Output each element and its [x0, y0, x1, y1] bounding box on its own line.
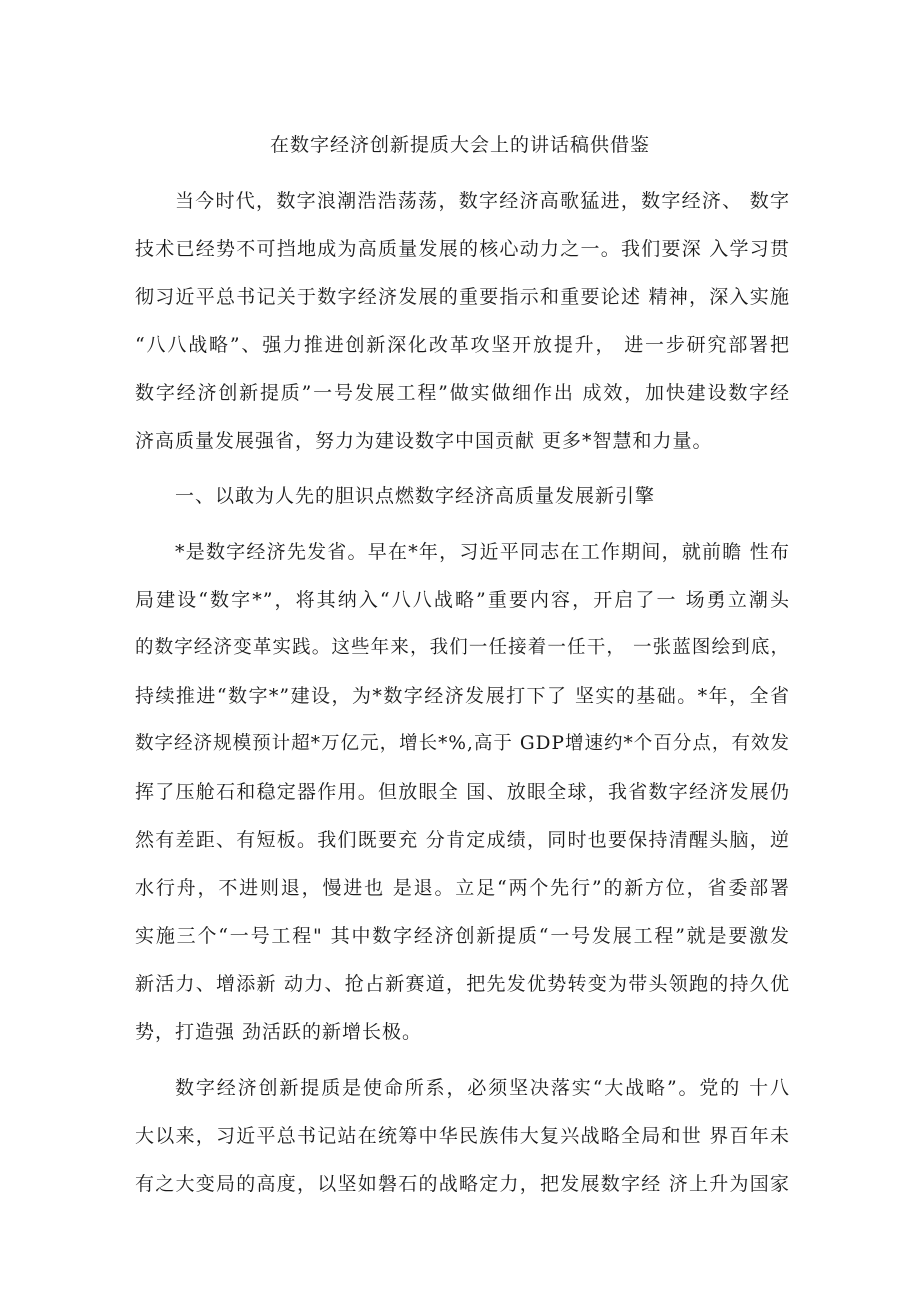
document-title: 在数字经济创新提质大会上的讲话稿供借鉴 [269, 134, 650, 156]
paragraph-3-line-1: *是数字经济先发省。早在*年，习近平同志在工作期间，就前瞻 性布 [175, 541, 790, 563]
paragraph-3-line-4: 持续推进“数字*”建设，为*数字经济发展打下了 坚实的基础。*年，全省 [135, 685, 790, 707]
paragraph-4-line-3: 有之大变局的高度，以坚如磐石的战略定力，把发展数字经 济上升为国家 [135, 1173, 790, 1195]
paragraph-3-line-11: 势，打造强 劲活跃的新增长极。 [135, 1021, 423, 1043]
section-heading-1: 一、以敢为人先的胆识点燃数字经济高质量发展新引擎 [175, 485, 656, 507]
paragraph-4-line-2: 大以来，习近平总书记站在统筹中华民族伟大复兴战略全局和世 界百年未 [135, 1125, 790, 1147]
paragraph-3-line-2: 局建设“数字*”，将其纳入“八八战略”重要内容，开启了一 场勇立潮头 [135, 589, 790, 611]
paragraph-3-line-3: 的数字经济变革实践。这些年来，我们一任接着一任干， 一张蓝图绘到底， [135, 637, 790, 658]
paragraph-1-line-5: 数字经济创新提质”一号发展工程”做实做细作出 成效，加快建设数字经 [135, 382, 790, 404]
paragraph-1-line-2: 技术已经势不可挡地成为高质量发展的核心动力之一。我们要深 入学习贯 [135, 238, 790, 260]
paragraph-3-line-6: 挥了压舱石和稳定器作用。但放眼全 国、放眼全球，我省数字经济发展仍 [135, 781, 790, 803]
paragraph-3-line-10: 新活力、增添新 动力、抢占新赛道，把先发优势转变为带头领跑的持久优 [135, 973, 790, 995]
paragraph-1-line-3: 彻习近平总书记关于数字经济发展的重要指示和重要论述 精神，深入实施 [135, 286, 790, 308]
paragraph-3-line-7: 然有差距、有短板。我们既要充 分肯定成绩，同时也要保持清醒头脑，逆 [135, 829, 790, 851]
paragraph-3-line-5: 数字经济规模预计超*万亿元，增长*%,高于 GDP增速约*个百分点，有效发 [135, 733, 790, 754]
paragraph-4-line-1: 数字经济创新提质是使命所系，必须坚决落实“大战略”。党的 十八 [175, 1077, 790, 1099]
paragraph-3-line-9: 实施三个“一号工程" 其中数字经济创新提质“一号发展工程”就是要激发 [135, 925, 790, 947]
paragraph-1-line-4: “八八战略”、强力推进创新深化改革攻坚开放提升， 进一步研究部署把 [135, 334, 790, 356]
paragraph-3-line-8: 水行舟，不进则退，慢进也 是退。立足“两个先行”的新方位，省委部署 [135, 877, 790, 899]
paragraph-1-line-6: 济高质量发展强省，努力为建设数字中国贡献 更多*智慧和力量。 [135, 430, 713, 452]
paragraph-1-line-1: 当今时代，数字浪潮浩浩荡荡，数字经济高歌猛进，数字经济、 数字 [175, 190, 790, 212]
